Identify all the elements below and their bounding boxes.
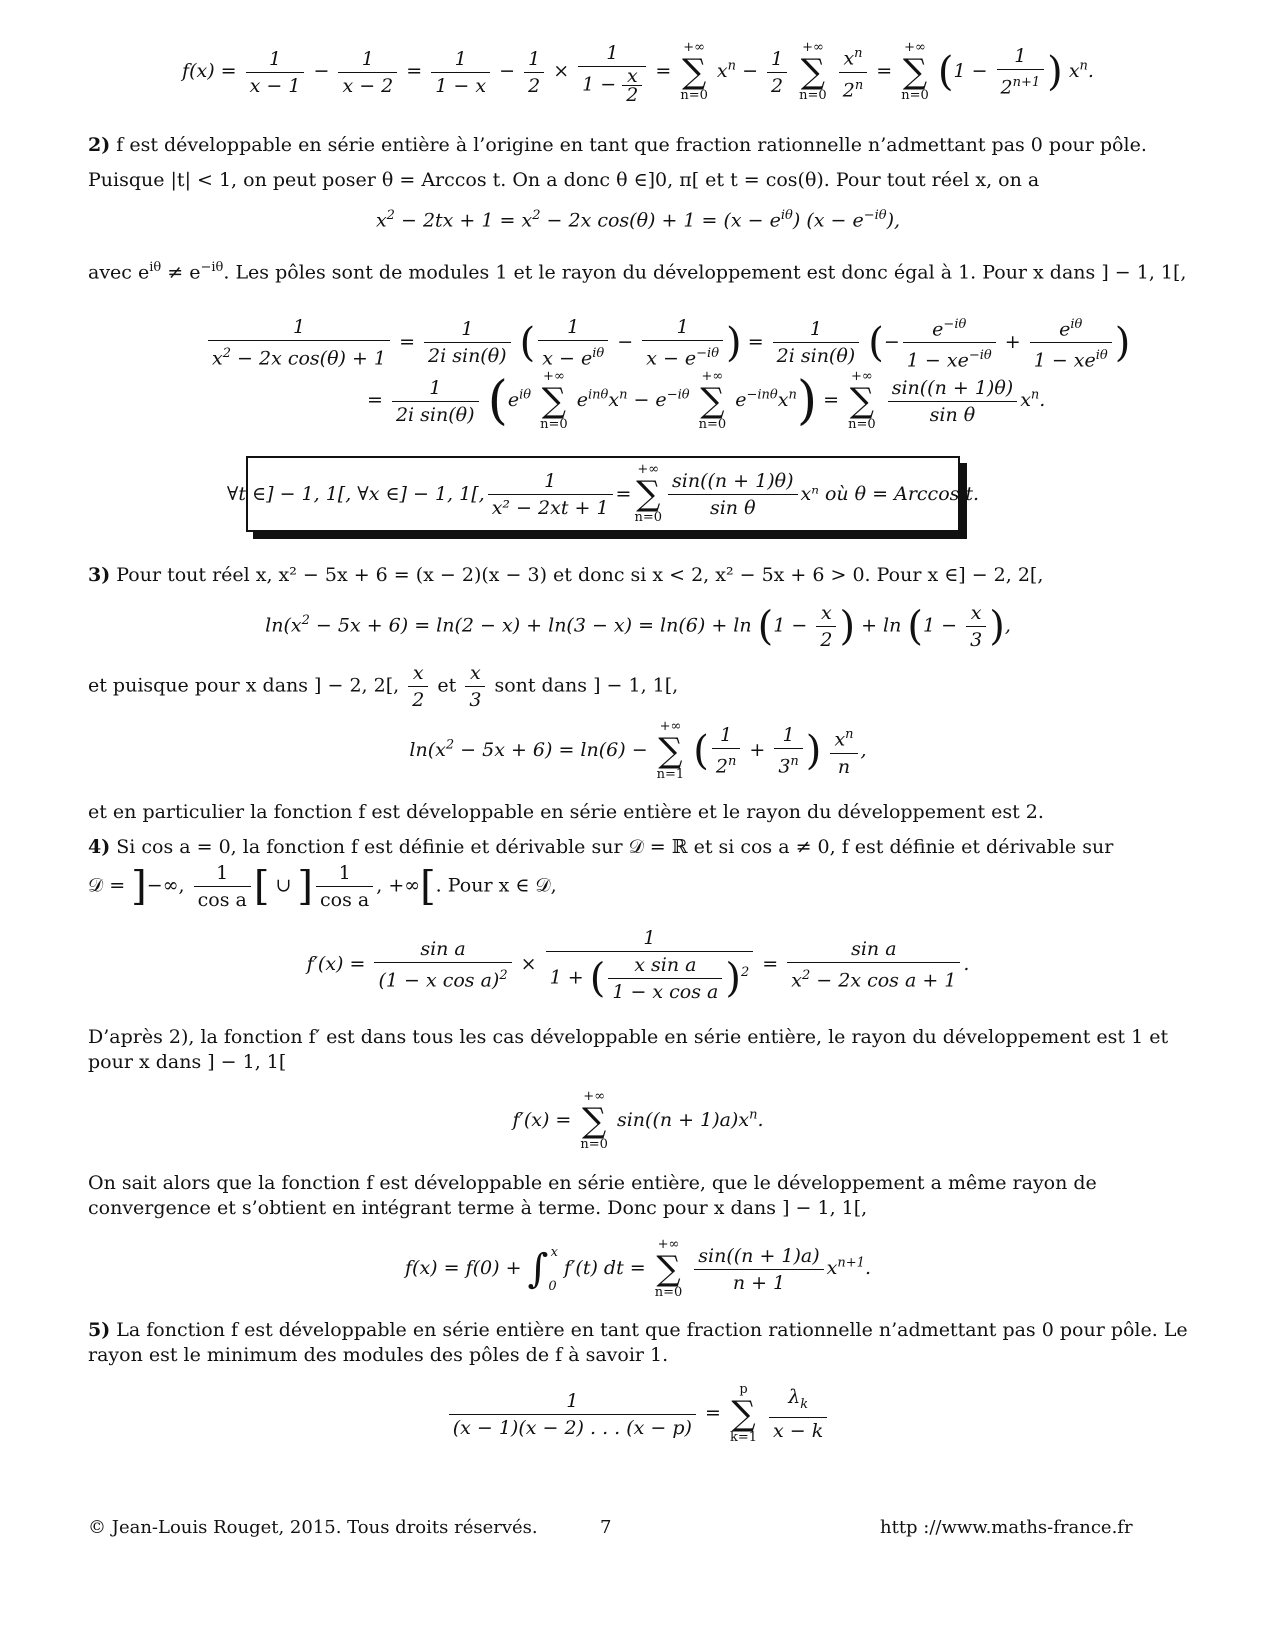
q4-line4: On sait alors que la fonction f est développable en série entière, que le développement a même rayon de convergence et s’obtient en intégrant terme à terme. Donc pour x dans ] − 1, 1[, <box>88 1172 1097 1219</box>
footer-copyright: © Jean-Louis Rouget, 2015. Tous droits réservés. <box>88 1517 538 1538</box>
q2-equation-1: $x^2 - 2tx + 1 = x^2 - 2x$ $\cos(\theta) + 1 = (x - e^{i\theta})$ $(x - e^{-i\theta})$, <box>375 208 901 232</box>
q3-equation-1: $\ln(x^2 - 5x + 6) = \ln(2 - x) + \ln(3 - x) = \ln(6) + \ln (1$ − $\frac{x}{2}$ ) + ln (1 − $\frac{x}{3}$ ), <box>265 602 1011 651</box>
fraction: 1 1 − $\frac{x}{2}$ <box>578 40 646 104</box>
q4-equation-3: $f(x) = f(0) + \int_0^x$ f′(t) dt = +∞ ∑ n=0 $\frac{\sin((n + 1)a)}{n + 1}$ $x^{n+1}$. <box>405 1237 871 1300</box>
q3-conclusion: et en particulier la fonction f est développable en série entière et le rayon du développement est 2. <box>88 801 1044 823</box>
q2-line3: avec $e^{i\theta} \ne e^{-i\theta}$. Les pôles sont de modules 1 et le rayon du développement est donc égal à 1. Pour x dans ] − 1, 1[, <box>88 260 1187 284</box>
q4-equation-2: f′(x) = +∞ ∑ n=0 $\sin((n + 1)a)x^n$. <box>512 1089 764 1152</box>
q2-equation-2a: $\frac{1}{x^2 - 2x \cos(\theta) + 1}$ = $\frac{1}{\text{2i sin(θ)}}$ ( $\frac{1}{x - e^{i\theta}}$ − $\frac{1}{x - e^{-i\theta}}$ ) = $\frac{1}{\text{2i sin(θ)}}$ (− $\frac{e^{-i\theta}}{1 - xe^{-i\theta}}$ + $\frac{e^{i\theta}}{1 - xe^{i\theta}}$ ) <box>205 312 1275 374</box>
q4-line3: D’après 2), la fonction f′ est dans tous les cas développable en série entière, le rayon du développement est 1 et pour x dans ] − 1, 1[ <box>88 1026 1169 1073</box>
q5-intro: 5) La fonction f est développable en série entière en tant que fraction rationnelle n’admettant pas 0 pour pôle. Le rayon est le minimum des modules des pôles de f à savoir 1. <box>88 1319 1188 1366</box>
footer-url[interactable]: http ://www.maths-france.fr <box>880 1517 1133 1538</box>
sum-symbol: +∞ ∑ n=0 <box>799 40 827 103</box>
equation-top: f(x) = $\frac{1}{x - 1}$ − $\frac{1}{x - 2}$ = $\frac{1}{1 - x}$ − $\frac{1}{2}$ × 1 1 − $\frac{x}{2}$ = +∞ ∑ n=0 $x^n$ − $\frac{1}{2}$ +∞ ∑ n=0 $\frac{x^n}{2^n}$ = +∞ ∑ n=0 (1 − $\frac{1}{2^{n+1}}$ ) $x^n$. <box>182 40 1094 106</box>
q5-equation: $\frac{1}{(x - 1)(x - 2) . . . (x - p)}$ = p ∑ k=1 $\frac{\lambda_k}{x - k}$ <box>88 1383 1188 1445</box>
q3-intro: 3) Pour tout réel x, x² − 5x + 6 = (x − 2)(x − 3) et donc si x < 2, x² − 5x + 6 > 0. Pour x ∈] − 2, 2[, <box>88 564 1044 586</box>
sum-symbol: +∞ ∑ n=0 <box>901 40 929 103</box>
q4-domain: 𝒟 = ]−∞, $\frac{1}{\text{cos a}}$ [ ∪ ] $\frac{1}{\text{cos a}}$ , +∞[. Pour x ∈ 𝒟, <box>88 862 557 911</box>
q4-intro: 4) Si cos a = 0, la fonction f est définie et dérivable sur 𝒟 = ℝ et si cos a ≠ 0, f est définie et dérivable sur <box>88 836 1114 858</box>
q4-equation-1: f′(x) = $\frac{\text{sin a}}{(1 - x \cos a)^2}$ × 1 1 + ( $\frac{\text{x sin a}}{\text{1 − x cos a}}$ )$^2$ = $\frac{\text{sin a}}{x^2 - 2x \cos a + 1}$ . <box>306 927 970 1003</box>
sum-symbol: +∞ ∑ n=0 <box>680 40 708 103</box>
q3-equation-2: $\ln(x^2 - 5x + 6) = \ln(6)$ − +∞ ∑ n=1 ( $\frac{1}{2^n}$ + $\frac{1}{3^n}$ ) $\frac{x^n}{n}$ , <box>409 719 867 782</box>
footer-page-number: 7 <box>600 1517 612 1538</box>
q2-line2: Puisque |t| < 1, on peut poser θ = Arccos t. On a donc θ ∈]0, π[ et t = cos(θ). Pour tout réel x, on a <box>88 169 1040 191</box>
q2-intro: 2) f est développable en série entière à l’origine en tant que fraction rationnelle n’admettant pas 0 pour pôle. <box>88 134 1147 156</box>
fraction: $\frac{1}{x - 1}$ <box>246 46 305 99</box>
fraction: $\frac{1}{x - 2}$ <box>338 46 397 99</box>
fraction: $\frac{1}{2}$ <box>524 46 544 99</box>
boxed-result: ∀t ∈] − 1, 1[, ∀x ∈] − 1, 1[, $\frac{1}{\text{x² − 2xt + 1}}$ = +∞ ∑ n=0 $\frac{\sin((n + 1)\theta)}{\text{sin θ}}$ xⁿ où θ = Arccos t. <box>246 456 960 532</box>
q2-equation-2b: = $\frac{1}{\text{2i sin(θ)}}$ ($e^{i\theta}$ +∞ ∑ n=0 $e^{in\theta}x^n - e^{-i\theta}$ +∞ ∑ n=0 $e^{-in\theta}x^n$) = +∞ ∑ n=0 $\frac{\sin((n + 1)\theta)}{\text{sin θ}}$ $x^n$. <box>367 369 1046 432</box>
fraction: $\frac{1}{1 - x}$ <box>431 46 490 99</box>
q3-line2: et puisque pour x dans ] − 2, 2[, $\frac{x}{2}$ et $\frac{x}{3}$ sont dans ] − 1, 1[, <box>88 662 679 711</box>
